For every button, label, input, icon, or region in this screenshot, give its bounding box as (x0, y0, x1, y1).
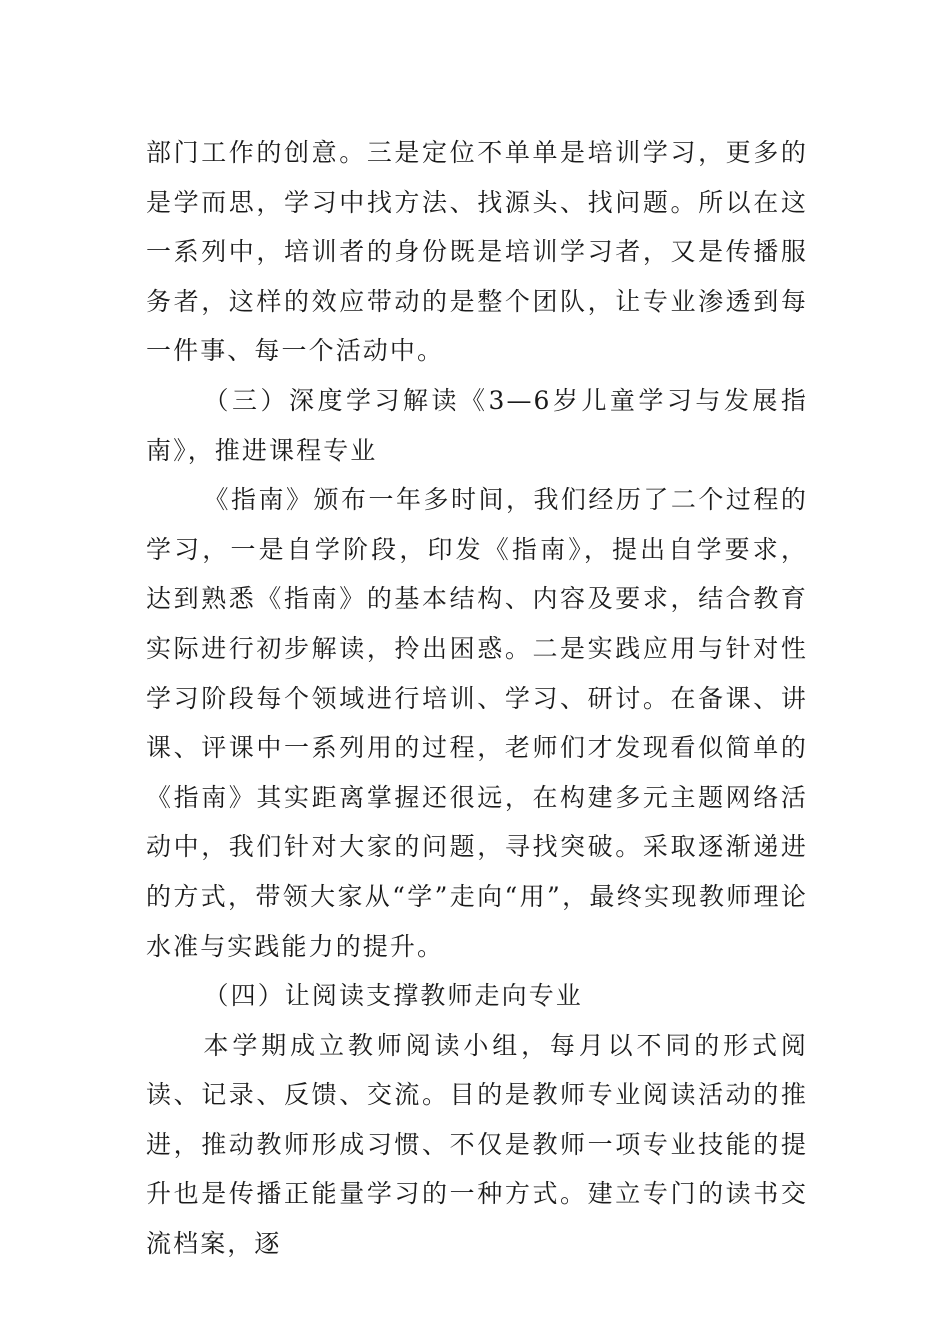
section-heading-three: （三）深度学习解读《3—6岁儿童学习与发展指南》，推进课程专业 (146, 385, 808, 465)
body-paragraph: 部门工作的创意。三是定位不单单是培训学习，更多的是学而思，学习中找方法、找源头、找问题。所以在这一系列中，培训者的身份既是培训学习者，又是传播服务者，这样的效应带动的是整个团队，让专业渗透到每一件事、每一个活动中。 (146, 138, 808, 366)
body-paragraph: 《指南》颁布一年多时间，我们经历了二个过程的学习，一是自学阶段，印发《指南》，提出自学要求，达到熟悉《指南》的基本结构、内容及要求，结合教育实际进行初步解读，拎出困惑。二是实践应用与针对性学习阶段每个领域进行培训、学习、研讨。在备课、讲课、评课中一系列用的过程，老师们才发现看似简单的《指南》其实距离掌握还很远，在构建多元主题网络活动中，我们针对大家的问题，寻找突破。采取逐渐递进的方式，带领大家从“学”走向“用”，最终实现教师理论水准与实践能力的提升。 (146, 485, 808, 961)
body-paragraph: 本学期成立教师阅读小组，每月以不同的形式阅读、记录、反馈、交流。目的是教师专业阅读活动的推进，推动教师形成习惯、不仅是教师一项专业技能的提升也是传播正能量学习的一种方式。建立专门的读书交流档案，逐 (146, 1030, 808, 1259)
document-body (146, 128, 808, 1269)
section-heading-four: （四）让阅读支撑教师走向专业 (203, 981, 583, 1011)
